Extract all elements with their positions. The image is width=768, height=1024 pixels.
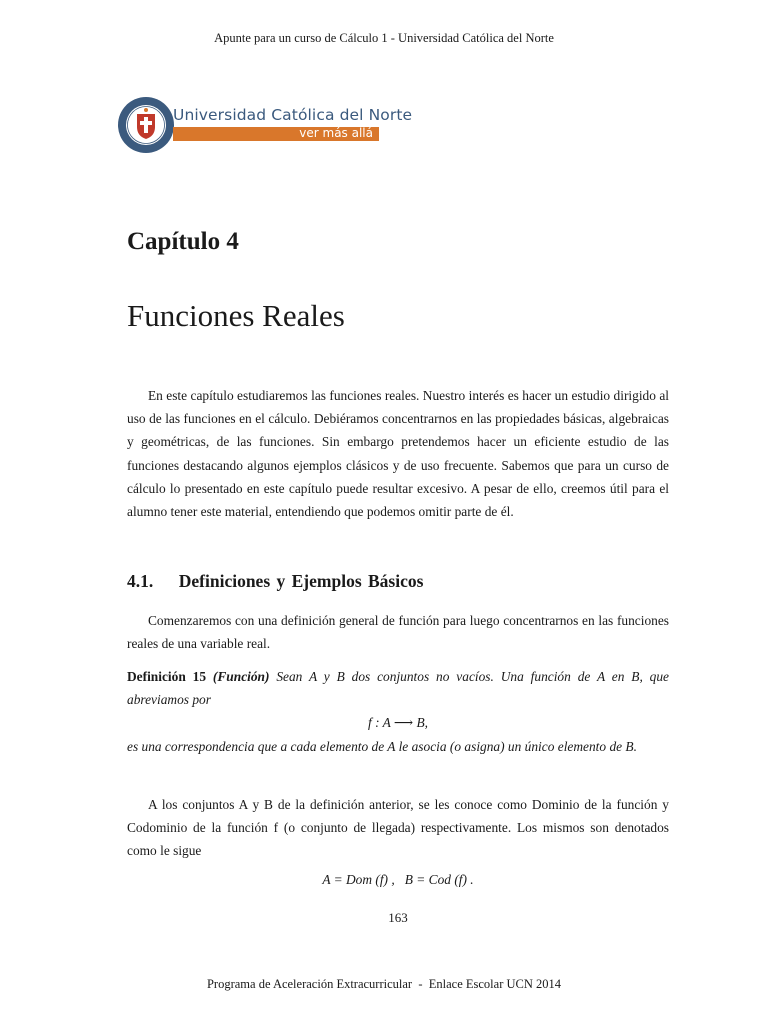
section-heading: 4.1. Definiciones y Ejemplos Básicos — [127, 571, 424, 591]
section-intro-paragraph: Comenzaremos con una definición general de función para luego concentrarnos en las funciones reales de una variable real. — [127, 613, 669, 652]
intro-paragraph: En este capítulo estudiaremos las funciones reales. Nuestro interés es hacer un estudio dirigido al uso de las funciones en el cálculo. Debiéramos concentrarnos en las propiedades básicas, algebraicas y geométricas, de las funciones. Sin embargo pretendemos hacer un eficiente estudio de las funciones destacando algunos ejemplos clásicos y de uso frecuente. Sabemos que para un curso de cálculo lo presentado en este capítulo puede resultar excesivo. A pesar de ello, creemos útil para el alumno tener este material, entendiendo que podemos omitir parte de él. — [127, 388, 669, 520]
page-footer: Programa de Aceleración Extracurricular - Enlace Escolar UCN 2014 — [206, 977, 562, 991]
chapter-title: Funciones Reales — [127, 298, 345, 333]
university-seal-icon — [117, 96, 175, 154]
definition-block — [127, 665, 669, 758]
tagline-bar — [173, 127, 379, 141]
page-number: 163 — [388, 910, 408, 925]
university-name: Universidad Católica del Norte — [173, 106, 413, 124]
definition-text-2: es una correspondencia que a cada elemento de A le asocia (o asigna) un único elemento de B. — [127, 738, 637, 754]
university-logo — [117, 96, 413, 156]
tagline: ver más allá — [299, 126, 373, 140]
definition-name: (Función) — [212, 669, 270, 684]
definition-formula: f : A ⟶ B, — [368, 715, 428, 731]
page-header: Apunte para un curso de Cálculo 1 - Universidad Católica del Norte — [214, 31, 554, 45]
definition-text-1: Sean A y B dos conjuntos no vacíos. Una función de A en B, que abreviamos por — [127, 669, 669, 708]
domain-codomain-paragraph: A los conjuntos A y B de la definición anterior, se les conoce como Dominio de la función y Codominio de la función f (o conjunto de llegada) respectivamente. Los mismos son denotados como le sigue — [127, 797, 669, 859]
domain-codomain-formula: A = Dom (f) , B = Cod (f) . — [322, 872, 474, 887]
definition-label: Definición 15 — [127, 669, 207, 684]
chapter-label: Capítulo 4 — [127, 228, 239, 255]
